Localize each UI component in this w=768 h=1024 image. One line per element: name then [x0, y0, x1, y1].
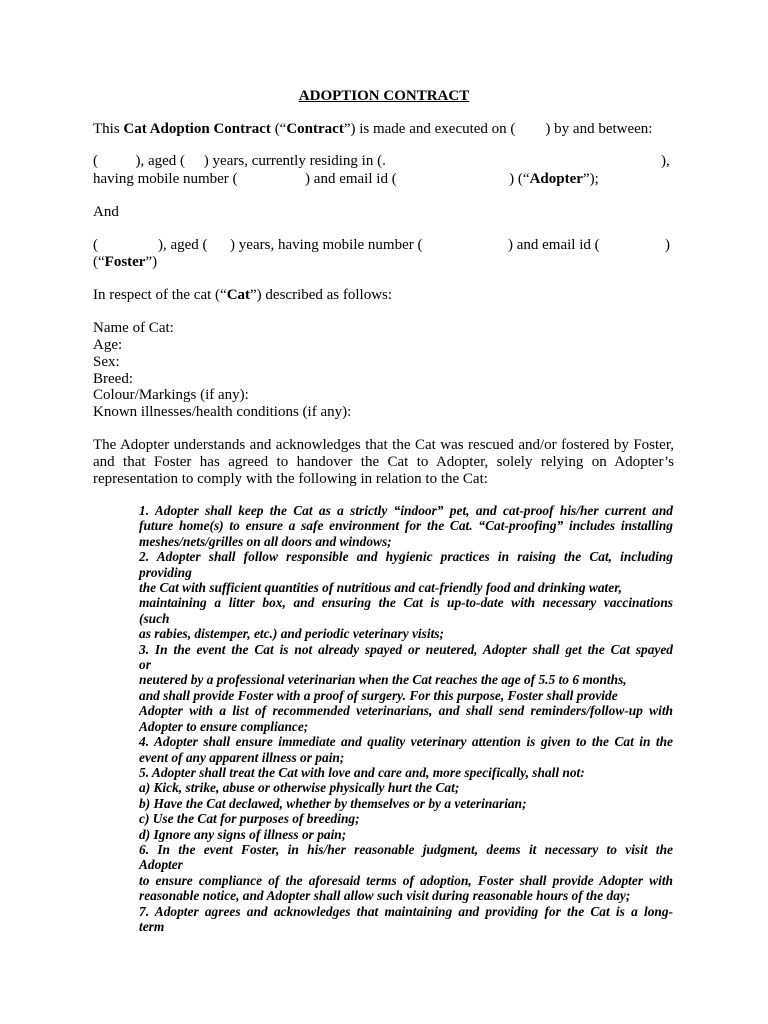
adopter-text: having mobile number ( ) and email id ( ) (“ — [93, 171, 530, 187]
clause-line: term — [139, 918, 165, 934]
respect-paragraph — [93, 287, 392, 304]
cat-field-sex: Sex: — [93, 354, 120, 370]
foster-line-2 — [93, 254, 157, 271]
intro-bold-contract: Contract — [286, 121, 344, 137]
cat-field-breed: Breed: — [93, 371, 133, 387]
clause-line: 3. In the event the Cat is not already spayed or neutered, Adopter shall get the Cat spayed — [139, 641, 673, 657]
intro-text: ”) is made and executed on ( ) by and between: — [343, 121, 653, 137]
clause-line: 2. Adopter shall follow responsible and hygienic practices in raising the Cat, including — [139, 549, 673, 565]
clause-line: or — [139, 657, 151, 673]
clause-line: c) Use the Cat for purposes of breeding; — [139, 811, 360, 827]
cat-field-name: Name of Cat: — [93, 320, 174, 336]
intro-paragraph — [93, 121, 652, 138]
clause-line: Adopter to ensure compliance; — [139, 718, 309, 734]
clause-line: 7. Adopter agrees and acknowledges that maintaining and providing for the Cat is a long- — [139, 903, 673, 919]
clauses-list — [139, 503, 673, 934]
clause-line: the Cat with sufficient quantities of nutritious and cat-friendly food and drinking water, — [139, 580, 623, 596]
clause-line: 5. Adopter shall treat the Cat with love and care and, more specifically, shall not: — [139, 764, 585, 780]
foster-line-1-middle: ) and email id ( — [508, 237, 600, 253]
clause-line: and shall provide Foster with a proof of surgery. For this purpose, Foster shall provide — [139, 687, 618, 703]
understands-paragraph: The Adopter understands and acknowledges that the Cat was rescued and/or fostered by Foster, and that Foster has agreed to handover the Cat to Adopter, solely relying on Adopter’s representation to comply with the following in relation to the Cat: — [93, 437, 674, 487]
intro-text: (“ — [270, 121, 287, 137]
cat-field-age: Age: — [93, 337, 123, 353]
and-text: And — [93, 204, 119, 220]
clause-line: 4. Adopter shall ensure immediate and quality veterinary attention is given to the Cat in the — [139, 734, 673, 750]
clause-line: future home(s) to ensure a safe environment for the Cat. “Cat-proofing” includes installing — [139, 518, 673, 534]
respect-text: In respect of the cat (“ — [93, 287, 227, 303]
respect-bold-cat: Cat — [226, 287, 251, 303]
clause-line: Adopter with a list of recommended veterinarians, and shall send reminders/follow-up with — [139, 703, 673, 719]
clause-line: Adopter — [139, 857, 183, 873]
clause-line: (such — [139, 610, 170, 626]
clause-line: meshes/nets/grilles on all doors and windows; — [139, 533, 392, 549]
foster-text: (“ — [93, 254, 105, 270]
intro-bold-contract-name: Cat Adoption Contract — [123, 121, 271, 137]
clause-line: to ensure compliance of the aforesaid terms of adoption, Foster shall provide Adopter with — [139, 872, 673, 888]
adopter-line-2 — [93, 171, 599, 188]
clause-line: as rabies, distemper, etc.) and periodic veterinary visits; — [139, 626, 444, 642]
clause-line: a) Kick, strike, abuse or otherwise physically hurt the Cat; — [139, 780, 460, 796]
adopter-line-1: ( ), aged ( ) years, currently residing in (. — [93, 153, 386, 169]
clause-line: neutered by a professional veterinarian when the Cat reaches the age of 5.5 to 6 months, — [139, 672, 627, 688]
cat-field-colour: Colour/Markings (if any): — [93, 387, 249, 403]
adopter-text: ”); — [582, 171, 599, 187]
clause-line: reasonable notice, and Adopter shall allow such visit during reasonable hours of the day; — [139, 888, 631, 904]
clause-line: event of any apparent illness or pain; — [139, 749, 345, 765]
foster-line-1-start: ( ), aged ( ) years, having mobile number ( — [93, 237, 423, 253]
foster-line-1-end: ) — [665, 237, 670, 253]
clause-line: providing — [139, 564, 192, 580]
foster-bold-label: Foster — [104, 254, 146, 270]
foster-text: ”) — [145, 254, 158, 270]
respect-text: ”) described as follows: — [250, 287, 393, 303]
clause-line: b) Have the Cat declawed, whether by themselves or by a veterinarian; — [139, 795, 527, 811]
document-title: ADOPTION CONTRACT — [298, 88, 470, 104]
clause-line: maintaining a litter box, and ensuring the Cat is up-to-date with necessary vaccinations — [139, 595, 673, 611]
adopter-line-1-end: ), — [661, 153, 670, 169]
clause-line: d) Ignore any signs of illness or pain; — [139, 826, 347, 842]
cat-field-illnesses: Known illnesses/health conditions (if any): — [93, 404, 352, 420]
adopter-bold-label: Adopter — [529, 171, 583, 187]
intro-text: This — [93, 121, 124, 137]
clause-line: 6. In the event Foster, in his/her reasonable judgment, deems it necessary to visit the — [139, 841, 673, 857]
clause-line: 1. Adopter shall keep the Cat as a strictly “indoor” pet, and cat-proof his/her current and — [139, 503, 673, 518]
